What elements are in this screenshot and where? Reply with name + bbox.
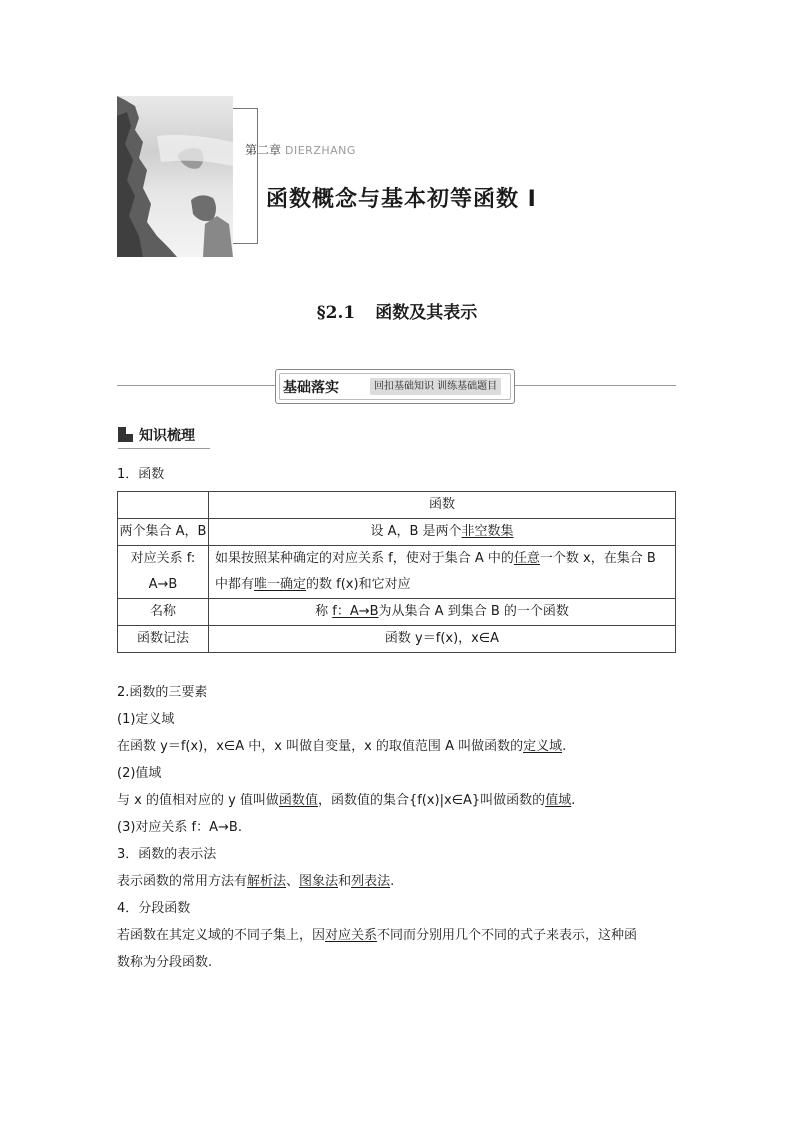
- underlined-term: 任意: [513, 551, 540, 566]
- table-text: 称: [315, 604, 333, 619]
- table-row: [118, 492, 676, 519]
- underlined-term: 列表法: [351, 874, 391, 889]
- body-text: .: [390, 874, 395, 889]
- square-bullet-icon: [118, 427, 133, 442]
- section-title: [0, 298, 794, 323]
- range-subheading: (2)值域: [117, 766, 162, 781]
- banner-main-label: 基础落实: [283, 380, 339, 396]
- piecewise-text-line2: 数称为分段函数.: [117, 955, 213, 970]
- chapter-cover-image: [117, 96, 233, 257]
- underlined-term: 唯一确定: [254, 577, 307, 592]
- item3-heading: 3．函数的表示法: [117, 847, 217, 862]
- table-header-cell: 函数: [209, 492, 676, 519]
- body-text: 不同而分别用几个不同的式子来表示，这种函: [377, 928, 638, 943]
- table-row: [118, 519, 676, 546]
- table-row: [118, 546, 676, 599]
- body-text: .: [562, 739, 567, 754]
- table-text: 如果按照某种确定的对应关系 f，使对于集合 A 中的: [215, 551, 514, 566]
- table-text: 为从集合 A 到集合 B 的一个函数: [378, 604, 569, 619]
- table-label-notation: 函数记法: [118, 626, 209, 653]
- body-text: 与 x 的值相对应的 y 值叫做: [117, 793, 279, 808]
- mapping-subheading: (3)对应关系 f：A→B.: [117, 820, 242, 835]
- section-name: 函数及其表示: [375, 303, 478, 323]
- body-text: .: [571, 793, 576, 808]
- domain-text: [117, 738, 566, 756]
- mapping-label-line2: A→B: [148, 577, 178, 592]
- underlined-term: f：A→B: [332, 604, 379, 619]
- table-text: 一个数 x，在集合 B 中都有: [215, 551, 656, 592]
- underlined-term: 函数值: [278, 793, 318, 808]
- chapter-pinyin: DIERZHANG: [285, 144, 356, 157]
- table-value-sets: [209, 519, 676, 546]
- body-text: 、: [286, 874, 300, 889]
- banner-right-rule: [515, 385, 676, 386]
- chapter-frame: [233, 108, 258, 244]
- table-label-sets: 两个集合 A，B: [118, 519, 209, 546]
- table-corner-cell: [118, 492, 209, 519]
- table-value-name: [209, 599, 676, 626]
- range-text: [117, 792, 575, 810]
- item2-heading: 2.函数的三要素: [117, 685, 208, 700]
- body-text: ，函数值的集合{f(x)|x∈A}叫做函数的: [317, 793, 546, 808]
- table-row: [118, 626, 676, 653]
- underlined-term: 对应关系: [325, 928, 378, 943]
- piecewise-text-line1: [117, 927, 637, 945]
- chapter-number: 第二章: [245, 143, 282, 157]
- body-text: 若函数在其定义域的不同子集上，因: [117, 928, 326, 943]
- domain-subheading: (1)定义域: [117, 712, 175, 727]
- table-value-notation: 函数 y＝f(x)，x∈A: [209, 626, 676, 653]
- table-label-name: 名称: [118, 599, 209, 626]
- underlined-term: 图象法: [299, 874, 339, 889]
- body-text: 在函数 y＝f(x)，x∈A 中，x 叫做自变量，x 的取值范围 A 叫做函数的: [117, 739, 524, 754]
- body-text: 表示函数的常用方法有: [117, 874, 248, 889]
- section-number: §2.1: [316, 303, 356, 323]
- table-label-mapping: [118, 546, 209, 599]
- cliff-landscape-image: [117, 96, 233, 257]
- representation-text: [117, 873, 394, 891]
- function-definition-table: [117, 491, 676, 653]
- chapter-title: 函数概念与基本初等函数 Ⅰ: [266, 187, 537, 212]
- table-value-mapping: [209, 546, 676, 599]
- item4-heading: 4．分段函数: [117, 901, 191, 916]
- table-row: [118, 599, 676, 626]
- body-text: 和: [338, 874, 352, 889]
- basics-banner: [275, 369, 515, 404]
- table-text: 设 A，B 是两个: [370, 524, 462, 539]
- banner-sub-label: 回扣基础知识 训练基础题目: [370, 378, 501, 395]
- mapping-label-line1: 对应关系 f:: [130, 551, 196, 566]
- underlined-term: 解析法: [247, 874, 287, 889]
- banner-left-rule: [117, 385, 275, 386]
- chapter-label: [245, 141, 356, 158]
- table-text: 的数 f(x)和它对应: [306, 577, 411, 592]
- item1-heading: 1．函数: [117, 467, 165, 482]
- underlined-term: 非空数集: [461, 524, 514, 539]
- underlined-term: 定义域: [523, 739, 563, 754]
- underlined-term: 值域: [545, 793, 572, 808]
- knowledge-heading: [118, 424, 210, 449]
- knowledge-heading-text: 知识梳理: [139, 428, 195, 444]
